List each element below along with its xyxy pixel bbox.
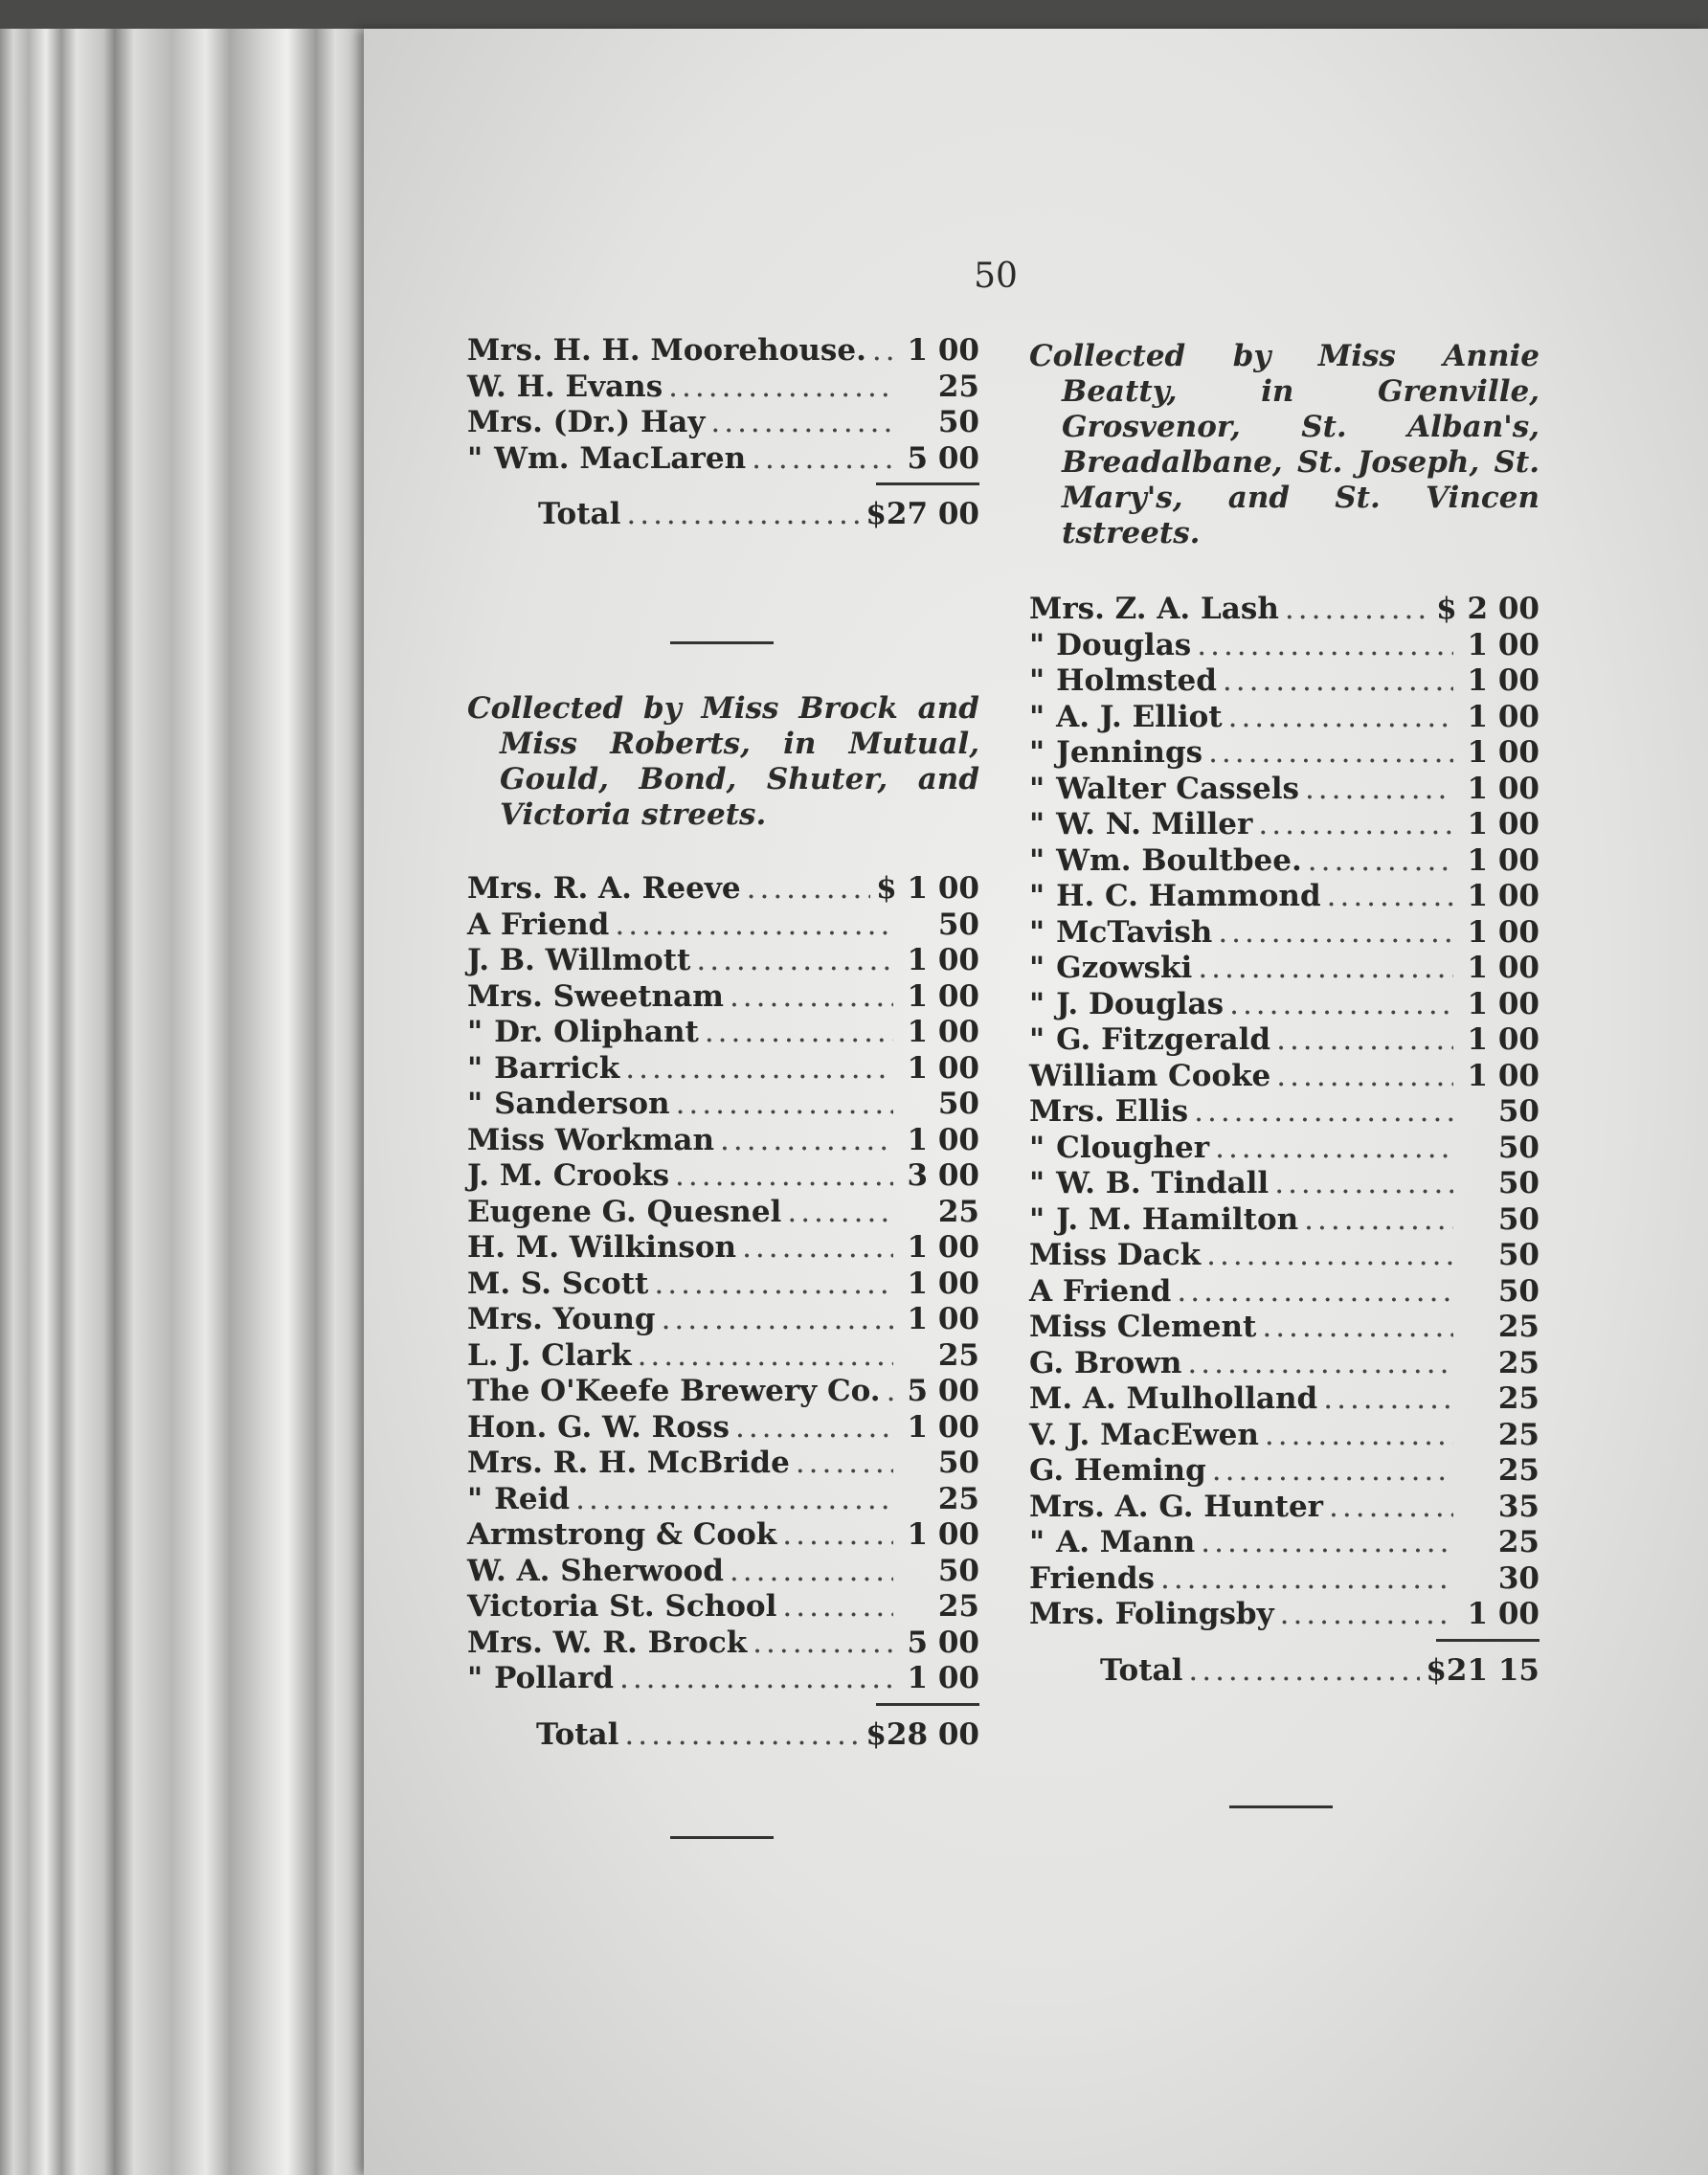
donor-name: Holmsted — [1056, 663, 1217, 698]
donor-name: Miss Clement — [1029, 1310, 1257, 1344]
donation-amount: 1 00 — [907, 333, 979, 368]
donation-amount: 25 — [1497, 1453, 1539, 1488]
donor-name: A. Mann — [1056, 1525, 1196, 1559]
left-column — [467, 333, 979, 533]
donation-amount: 5 00 — [907, 1374, 979, 1408]
donation-amount: 5 00 — [907, 440, 979, 476]
leader-dots — [624, 1715, 860, 1754]
right-entry-row — [1029, 1238, 1539, 1274]
ditto-mark: " — [1029, 986, 1045, 1021]
right-entry-row — [1029, 1274, 1539, 1311]
ditto-mark: " — [1029, 951, 1045, 985]
left-entry-row — [467, 1087, 979, 1123]
leader-dots — [1177, 1274, 1453, 1311]
donor-name: A Friend — [467, 907, 610, 942]
leader-dots — [626, 495, 860, 533]
ditto-mark: " — [467, 1481, 483, 1516]
leader-dots — [1276, 1059, 1453, 1095]
left-entry-row — [467, 1482, 979, 1518]
leader-dots — [675, 1158, 893, 1195]
right-entry-row — [1029, 1310, 1539, 1346]
donor-name: Mrs. W. R. Brock — [467, 1625, 748, 1660]
donor-name: Wm. MacLaren — [494, 440, 747, 476]
donation-amount: 50 — [1497, 1094, 1539, 1129]
left-section-divider-1 — [670, 641, 774, 644]
donation-amount: 1 00 — [907, 1302, 979, 1336]
leader-dots — [730, 979, 893, 1016]
donation-amount: 1 00 — [907, 1517, 979, 1552]
leader-dots — [735, 1410, 893, 1446]
donor-name: Mrs. H. H. Moorehouse. — [467, 333, 866, 368]
donation-amount: 1 00 — [1467, 914, 1539, 950]
donor-name: L. J. Clark — [467, 1337, 632, 1373]
donation-amount: 1 00 — [1467, 1058, 1539, 1093]
donation-amount: 50 — [1497, 1273, 1539, 1309]
donor-name: J. M. Hamilton — [1056, 1201, 1299, 1237]
right-entry-row — [1029, 1022, 1539, 1059]
donation-amount: 35 — [1497, 1489, 1539, 1524]
right-entry-row — [1029, 879, 1539, 915]
donor-name: J. M. Crooks — [467, 1158, 670, 1193]
ditto-mark: " — [467, 1087, 483, 1121]
donor-name: Reid — [494, 1481, 571, 1516]
leader-dots — [668, 370, 893, 406]
donation-amount: 1 00 — [907, 943, 979, 977]
book-page-edges — [0, 29, 383, 2175]
right-entry-row — [1029, 1131, 1539, 1167]
leader-dots — [1198, 951, 1453, 987]
leader-dots — [1258, 807, 1453, 843]
donation-amount: 1 00 — [907, 1266, 979, 1301]
donation-amount: 50 — [937, 405, 979, 439]
left-collection-heading: Collected by Miss Brock and Miss Roberts, in Mutual, Gould, Bond, Shuter, and Victoria streets. — [467, 691, 979, 832]
left-entry-row — [467, 1123, 979, 1159]
left-entry-row — [467, 1195, 979, 1231]
donor-name: Mrs. R. A. Reeve — [467, 871, 741, 906]
leader-dots — [1218, 915, 1453, 952]
donation-amount: 1 00 — [907, 1230, 979, 1265]
right-entry-row — [1029, 915, 1539, 952]
donation-amount: $ 2 00 — [1436, 592, 1539, 626]
leader-dots — [1201, 1525, 1453, 1561]
left-sum-rule — [876, 1703, 979, 1706]
leader-dots — [1323, 1381, 1453, 1418]
leader-dots — [619, 1661, 893, 1697]
donor-name: Miss Workman — [467, 1122, 714, 1157]
leader-dots — [1197, 628, 1453, 664]
leader-dots — [638, 1338, 893, 1375]
donor-name: William Cooke — [1029, 1058, 1271, 1093]
leader-dots — [1228, 700, 1453, 736]
leader-dots — [1274, 1166, 1453, 1202]
leader-dots — [615, 908, 893, 944]
donor-name: G. Fitzgerald — [1056, 1022, 1271, 1057]
donor-name: Mrs. Young — [467, 1302, 656, 1336]
donation-amount: 25 — [937, 1337, 979, 1373]
left-section-divider-2 — [670, 1836, 774, 1839]
right-entry-row — [1029, 1561, 1539, 1598]
donation-amount: 25 — [1497, 1381, 1539, 1416]
left-total-amount: $28 00 — [865, 1716, 979, 1752]
donor-name: W. H. Evans — [467, 369, 663, 404]
donation-amount: 1 00 — [1467, 807, 1539, 841]
leader-dots — [730, 1554, 893, 1590]
donation-amount: 25 — [1497, 1525, 1539, 1559]
donor-name: Mrs. Sweetnam — [467, 978, 724, 1014]
donation-amount: 25 — [1497, 1417, 1539, 1452]
leader-dots — [753, 1626, 893, 1662]
donation-amount: 25 — [937, 1589, 979, 1624]
donor-name: G. Heming — [1029, 1453, 1206, 1488]
ditto-mark: " — [1029, 1166, 1045, 1200]
leader-dots — [625, 1051, 893, 1088]
donation-amount: 1 00 — [1467, 986, 1539, 1021]
right-entry-row — [1029, 1166, 1539, 1202]
left-total-label: Total — [536, 1716, 619, 1752]
donor-name: Dr. Oliphant — [494, 1015, 699, 1049]
donor-name: Mrs. R. H. McBride — [467, 1446, 790, 1480]
donor-name: Jennings — [1056, 735, 1203, 770]
right-entry-row — [1029, 1059, 1539, 1095]
leader-dots — [1308, 843, 1453, 880]
leader-dots — [747, 871, 871, 908]
donation-amount: 25 — [1497, 1310, 1539, 1344]
donation-amount: 5 00 — [907, 1625, 979, 1660]
ditto-mark: " — [1029, 1022, 1045, 1057]
left-entry-row — [467, 1626, 979, 1662]
donation-amount: 50 — [1497, 1238, 1539, 1272]
leader-dots — [705, 1015, 893, 1051]
donation-amount: 50 — [937, 1087, 979, 1121]
left-entry-row — [467, 1015, 979, 1051]
left-entry-row — [467, 1589, 979, 1626]
leader-dots — [1187, 1346, 1453, 1382]
donation-amount: 25 — [937, 1194, 979, 1229]
right-entry-row — [1029, 1525, 1539, 1561]
right-entry-row — [1029, 843, 1539, 880]
left-top-entry-row — [467, 441, 979, 478]
left-entry-row — [467, 871, 979, 908]
leader-dots — [696, 943, 893, 979]
leader-dots — [1262, 1310, 1453, 1346]
right-total-label: Total — [1100, 1652, 1183, 1688]
leader-dots — [662, 1302, 893, 1338]
right-entry-row — [1029, 592, 1539, 628]
right-entry-list — [1029, 592, 1539, 1633]
donor-name: W. N. Miller — [1056, 807, 1253, 841]
donation-amount: 25 — [937, 369, 979, 404]
left-top-total-label: Total — [538, 497, 621, 531]
right-entry-row — [1029, 1597, 1539, 1633]
left-top-entry-row — [467, 405, 979, 441]
donation-amount: 1 00 — [907, 1122, 979, 1157]
donation-amount: 1 00 — [1467, 951, 1539, 985]
donation-amount: 1 00 — [1467, 735, 1539, 770]
donor-name: H. C. Hammond — [1056, 879, 1321, 913]
donation-amount: 1 00 — [1467, 1597, 1539, 1631]
donation-amount: 1 00 — [907, 1409, 979, 1445]
right-collection-heading: Collected by Miss Annie Beatty, in Grenville, Grosvenor, St. Alban's, Breadalbane, St. Joseph, St. Mary's, and St. Vincen tstreets. — [1029, 339, 1539, 550]
left-entry-row — [467, 1338, 979, 1375]
donation-amount: $ 1 00 — [876, 871, 979, 906]
right-entry-row — [1029, 1202, 1539, 1239]
left-entry-row — [467, 1554, 979, 1590]
donor-name: Gzowski — [1056, 951, 1193, 985]
leader-dots — [1305, 772, 1453, 808]
donor-name: Clougher — [1056, 1130, 1210, 1165]
right-entry-row — [1029, 951, 1539, 987]
right-entry-row — [1029, 628, 1539, 664]
ditto-mark: " — [1029, 735, 1045, 770]
donor-name: Walter Cassels — [1056, 771, 1299, 806]
leader-dots — [782, 1517, 893, 1554]
page-number: 50 — [974, 257, 1018, 296]
right-entry-row — [1029, 700, 1539, 736]
leader-dots — [654, 1267, 893, 1303]
left-top-entry-row — [467, 370, 979, 406]
donation-amount: 50 — [937, 907, 979, 942]
left-entry-row — [467, 908, 979, 944]
right-total-amount: $21 15 — [1426, 1652, 1539, 1688]
left-entry-row — [467, 1410, 979, 1446]
right-total-row — [1029, 1651, 1539, 1690]
donation-amount: 50 — [1497, 1166, 1539, 1200]
right-entry-row — [1029, 1490, 1539, 1526]
leader-dots — [1194, 1094, 1453, 1131]
leader-dots — [575, 1482, 893, 1518]
leader-dots — [787, 1195, 893, 1231]
left-total-row — [467, 1715, 979, 1754]
ditto-mark: " — [467, 1015, 483, 1049]
right-entry-row — [1029, 1453, 1539, 1490]
donation-amount: 1 00 — [1467, 771, 1539, 806]
right-sum-rule — [1436, 1639, 1539, 1642]
leader-dots — [782, 1589, 893, 1626]
leader-dots — [742, 1230, 893, 1267]
ditto-mark: " — [1029, 1201, 1045, 1237]
donor-name: H. M. Wilkinson — [467, 1230, 737, 1265]
leader-dots — [796, 1446, 893, 1482]
leader-dots — [872, 333, 893, 370]
ditto-mark: " — [1029, 771, 1045, 806]
left-entry-row — [467, 1267, 979, 1303]
leader-dots — [752, 441, 893, 478]
donation-amount: 25 — [937, 1481, 979, 1516]
donor-name: Sanderson — [494, 1087, 670, 1121]
leader-dots — [1215, 1131, 1453, 1167]
donation-amount: 25 — [1497, 1345, 1539, 1380]
right-entry-row — [1029, 1418, 1539, 1454]
donor-name: Friends — [1029, 1560, 1155, 1596]
left-entry-row — [467, 1051, 979, 1088]
ditto-mark: " — [1029, 1525, 1045, 1559]
ditto-mark: " — [467, 1050, 483, 1086]
leader-dots — [1229, 987, 1453, 1023]
donor-name: McTavish — [1056, 914, 1213, 950]
donation-amount: 1 00 — [1467, 879, 1539, 913]
donor-name: Mrs. Folingsby — [1029, 1597, 1274, 1631]
donation-amount: 3 00 — [907, 1158, 979, 1193]
donation-amount: 1 00 — [907, 1661, 979, 1695]
leader-dots — [1276, 1022, 1453, 1059]
left-top-entry-list — [467, 333, 979, 477]
donation-amount: 50 — [937, 1553, 979, 1588]
right-collection-section — [1029, 339, 1539, 1690]
right-entry-row — [1029, 987, 1539, 1023]
ditto-mark: " — [467, 440, 483, 476]
left-entry-row — [467, 1374, 979, 1410]
left-top-sum-rule — [876, 482, 979, 485]
ditto-mark: " — [1029, 842, 1045, 878]
donor-name: M. S. Scott — [467, 1266, 649, 1301]
leader-dots — [720, 1123, 893, 1159]
leader-dots — [710, 405, 893, 441]
left-entry-row — [467, 1517, 979, 1554]
right-entry-row — [1029, 735, 1539, 772]
ditto-mark: " — [1029, 663, 1045, 698]
donation-amount: 50 — [937, 1446, 979, 1480]
donation-amount: 1 00 — [1467, 1022, 1539, 1057]
left-entry-row — [467, 1446, 979, 1482]
left-top-total-amount: $27 00 — [865, 497, 979, 531]
donor-name: Mrs. Ellis — [1029, 1094, 1189, 1129]
donor-name: M. A. Mulholland — [1029, 1381, 1318, 1416]
donor-name: Armstrong & Cook — [467, 1517, 777, 1552]
leader-dots — [676, 1087, 893, 1123]
donor-name: W. B. Tindall — [1056, 1166, 1270, 1200]
donor-name: Barrick — [494, 1050, 620, 1086]
donor-name: J. Douglas — [1056, 986, 1225, 1021]
left-entry-row — [467, 979, 979, 1016]
donor-name: Victoria St. School — [467, 1589, 777, 1624]
donor-name: J. B. Willmott — [467, 943, 691, 977]
left-entry-row — [467, 1661, 979, 1697]
donor-name: Miss Dack — [1029, 1238, 1202, 1272]
leader-dots — [1280, 1597, 1453, 1633]
leader-dots — [1208, 735, 1453, 772]
right-section-divider — [1229, 1805, 1333, 1808]
donor-name: V. J. MacEwen — [1029, 1417, 1259, 1452]
donor-name: Mrs. A. G. Hunter — [1029, 1489, 1324, 1524]
ditto-mark: " — [467, 1661, 483, 1695]
leader-dots — [1265, 1418, 1453, 1454]
donation-amount: 1 00 — [1467, 842, 1539, 878]
donation-amount: 30 — [1497, 1560, 1539, 1596]
ditto-mark: " — [1029, 807, 1045, 841]
leader-dots — [1160, 1561, 1453, 1598]
leader-dots — [1223, 663, 1453, 700]
right-entry-row — [1029, 663, 1539, 700]
left-top-total-row — [467, 495, 979, 533]
leader-dots — [1329, 1490, 1453, 1526]
left-entry-row — [467, 1158, 979, 1195]
donor-name: A. J. Elliot — [1056, 699, 1223, 734]
donation-amount: 1 00 — [1467, 663, 1539, 698]
donation-amount: 1 00 — [907, 1050, 979, 1086]
leader-dots — [1212, 1453, 1453, 1490]
donor-name: Douglas — [1056, 627, 1192, 662]
ditto-mark: " — [1029, 699, 1045, 734]
donor-name: Wm. Boultbee. — [1056, 842, 1302, 878]
left-entry-row — [467, 1230, 979, 1267]
right-entry-row — [1029, 1094, 1539, 1131]
donor-name: Mrs. Z. A. Lash — [1029, 592, 1279, 626]
left-entry-row — [467, 1302, 979, 1338]
leader-dots — [1304, 1202, 1453, 1239]
donor-name: W. A. Sherwood — [467, 1553, 724, 1588]
donation-amount: 1 00 — [907, 1015, 979, 1049]
leader-dots — [1327, 879, 1453, 915]
donor-name: Eugene G. Quesnel — [467, 1194, 782, 1229]
donor-name: Pollard — [494, 1661, 614, 1695]
right-entry-row — [1029, 807, 1539, 843]
donor-name: Mrs. (Dr.) Hay — [467, 405, 706, 439]
ditto-mark: " — [1029, 627, 1045, 662]
donation-amount: 1 00 — [1467, 699, 1539, 734]
ditto-mark: " — [1029, 1130, 1045, 1165]
left-collection-section — [467, 691, 979, 1754]
left-top-entry-row — [467, 333, 979, 370]
right-entry-row — [1029, 772, 1539, 808]
ditto-mark: " — [1029, 879, 1045, 913]
donor-name: A Friend — [1029, 1273, 1172, 1309]
leader-dots — [1188, 1651, 1420, 1690]
donor-name: The O'Keefe Brewery Co. — [467, 1374, 881, 1408]
donor-name: Hon. G. W. Ross — [467, 1409, 730, 1445]
donation-amount: 1 00 — [907, 978, 979, 1014]
donation-amount: 50 — [1497, 1201, 1539, 1237]
right-entry-row — [1029, 1346, 1539, 1382]
donor-name: G. Brown — [1029, 1345, 1182, 1380]
left-entry-list — [467, 871, 979, 1697]
right-entry-row — [1029, 1381, 1539, 1418]
leader-dots — [1285, 592, 1430, 628]
donation-amount: 1 00 — [1467, 627, 1539, 662]
donation-amount: 50 — [1497, 1130, 1539, 1165]
leader-dots — [1206, 1238, 1453, 1274]
left-entry-row — [467, 943, 979, 979]
ditto-mark: " — [1029, 914, 1045, 950]
leader-dots — [887, 1374, 893, 1410]
